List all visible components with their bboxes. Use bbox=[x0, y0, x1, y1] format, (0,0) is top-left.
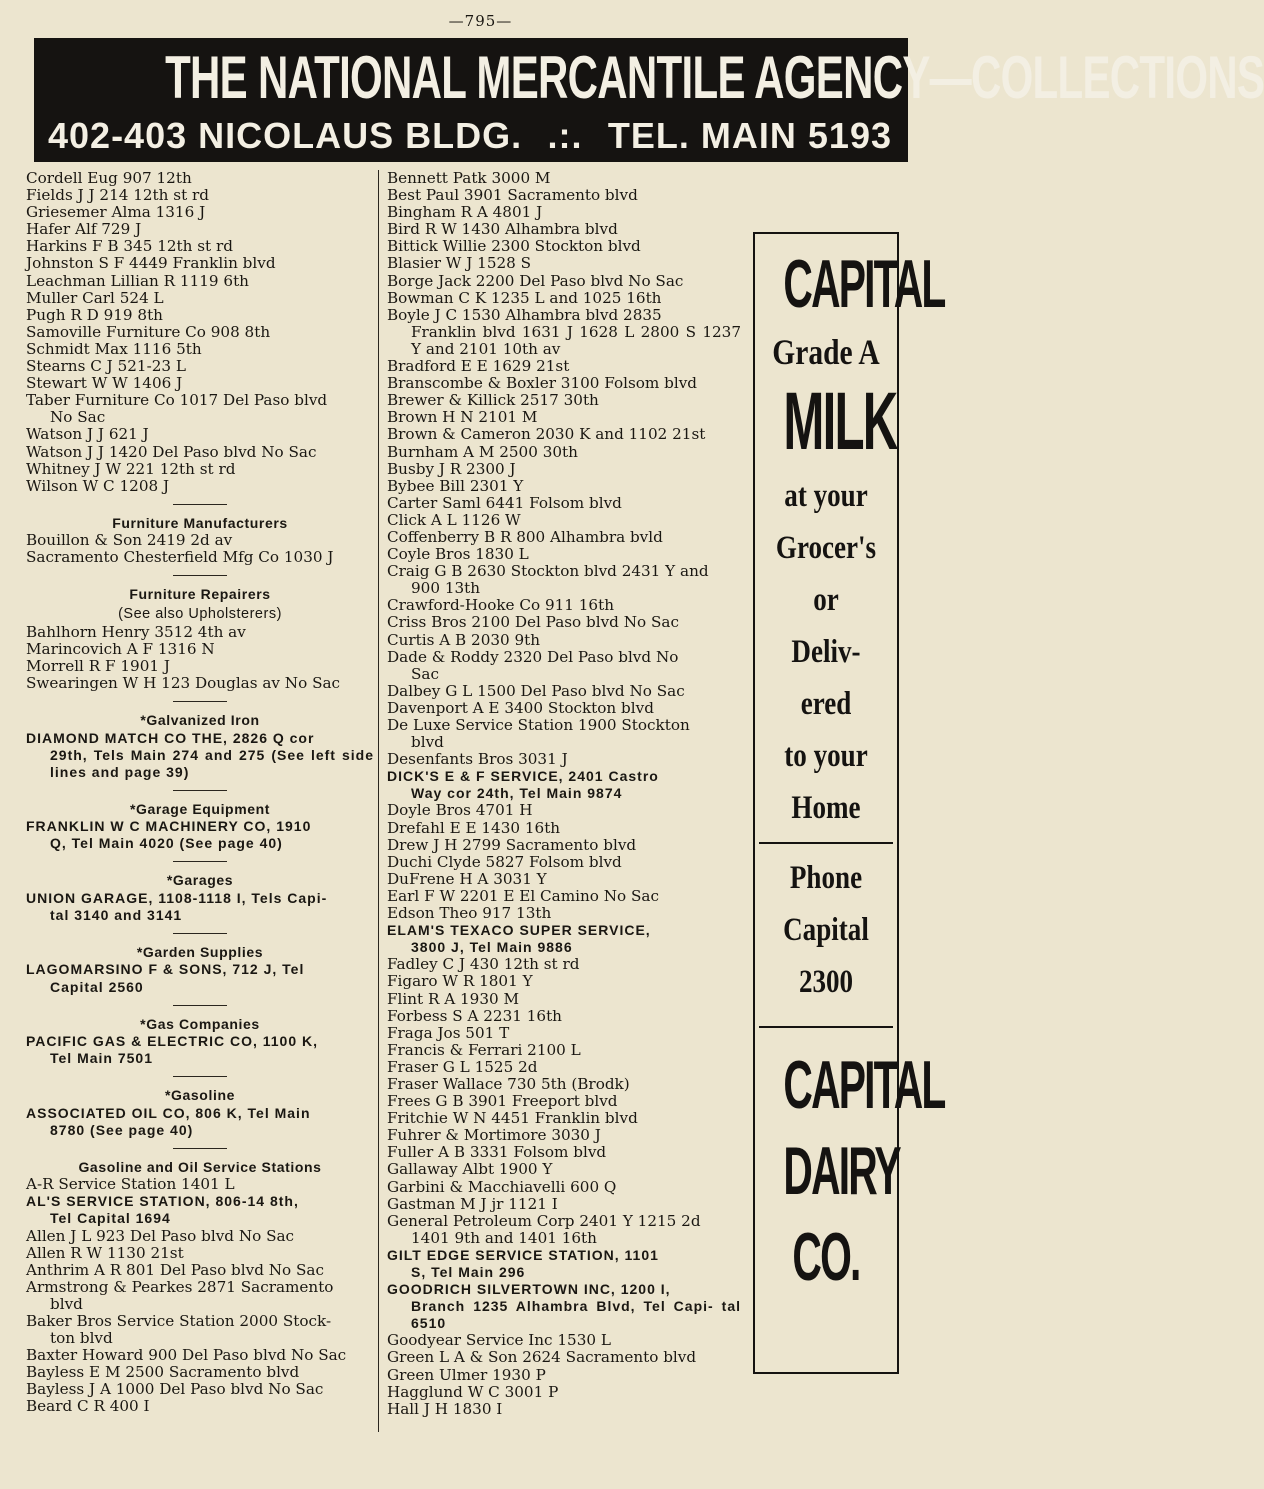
entry-continuation: Franklin blvd 1631 J 1628 L 2800 S 1237 Y and 2101 10th av bbox=[411, 322, 741, 358]
listing-entry bbox=[387, 512, 741, 529]
entry-text: DICK'S E & F SERVICE, 2401 Castro bbox=[387, 768, 659, 785]
listing-entry bbox=[387, 1059, 741, 1076]
listing-entry bbox=[26, 675, 374, 692]
listing-entry bbox=[387, 956, 741, 973]
listing-entry bbox=[387, 187, 741, 204]
listing-entry bbox=[387, 991, 741, 1008]
entry-text: GILT EDGE SERVICE STATION, 1101 bbox=[387, 1246, 659, 1263]
listing-entry bbox=[387, 170, 741, 187]
entry-text: Baker Bros Service Station 2000 Stock- bbox=[26, 1311, 332, 1330]
entry-text: Fraser G L 1525 2d bbox=[387, 1057, 538, 1076]
listing-entry bbox=[26, 532, 374, 549]
section-divider bbox=[173, 575, 227, 576]
entry-text: Busby J R 2300 J bbox=[387, 459, 516, 478]
entry-text: Branscombe & Boxler 3100 Folsom blvd bbox=[387, 374, 698, 393]
entry-text: Brown & Cameron 2030 K and 1102 21st bbox=[387, 425, 706, 444]
listing-entry bbox=[26, 221, 374, 238]
entry-text: Bouillon & Son 2419 2d av bbox=[26, 531, 233, 550]
entry-text: Gastman M J jr 1121 I bbox=[387, 1194, 558, 1213]
entry-text: Taber Furniture Co 1017 Del Paso blvd bbox=[26, 391, 328, 410]
listing-entry bbox=[387, 495, 741, 512]
listing-entry bbox=[26, 624, 374, 641]
ad-milk: MILK bbox=[783, 376, 897, 467]
entry-text: Earl F W 2201 E El Camino No Sac bbox=[387, 886, 659, 905]
section-heading: *Garages bbox=[166, 872, 234, 889]
listing-entry bbox=[387, 717, 741, 751]
entry-text: A-R Service Station 1401 L bbox=[26, 1175, 235, 1194]
entry-text: Fadley C J 430 12th st rd bbox=[387, 955, 580, 974]
listing-entry bbox=[26, 426, 374, 443]
listing-bold-entry bbox=[26, 1033, 374, 1067]
listing-entry bbox=[26, 187, 374, 204]
ad-brand-bottom: CAPITAL bbox=[783, 1047, 945, 1123]
section-heading: *Gasoline bbox=[165, 1087, 235, 1104]
entry-continuation: Branch 1235 Alhambra Blvd, Tel Capi- tal 6510 bbox=[411, 1298, 741, 1332]
section-divider bbox=[173, 1005, 227, 1006]
listing-entry bbox=[387, 1349, 741, 1366]
entry-text: AL'S SERVICE STATION, 806-14 8th, bbox=[26, 1193, 299, 1210]
entry-text: Fields J J 214 12th st rd bbox=[26, 186, 209, 205]
listing-entry bbox=[387, 444, 741, 461]
listing-entry bbox=[387, 820, 741, 837]
listing-entry bbox=[387, 204, 741, 221]
listing-entry bbox=[387, 409, 741, 426]
ad-phone-line: Phone bbox=[789, 860, 863, 896]
listing-entry bbox=[387, 1042, 741, 1059]
listing-entry bbox=[387, 461, 741, 478]
entry-text: PACIFIC GAS & ELECTRIC CO, 1100 K, bbox=[26, 1033, 319, 1050]
entry-text: Flint R A 1930 M bbox=[387, 989, 520, 1008]
listing-entry bbox=[26, 1398, 374, 1415]
entry-text: Armstrong & Pearkes 2871 Sacramento bbox=[26, 1277, 334, 1296]
entry-continuation: tal 3140 and 3141 bbox=[50, 906, 183, 923]
listing-entry bbox=[26, 307, 374, 324]
entry-text: Pugh R D 919 8th bbox=[26, 305, 163, 324]
entry-text: Crawford-Hooke Co 911 16th bbox=[387, 596, 614, 615]
entry-text: Bittick Willie 2300 Stockton blvd bbox=[387, 237, 641, 256]
listing-entry bbox=[387, 1008, 741, 1025]
entry-continuation: 1401 9th and 1401 16th bbox=[411, 1228, 597, 1247]
entry-text: Duchi Clyde 5827 Folsom blvd bbox=[387, 852, 622, 871]
entry-text: Davenport A E 3400 Stockton blvd bbox=[387, 698, 654, 717]
listing-entry bbox=[26, 641, 374, 658]
listing-entry bbox=[387, 1110, 741, 1127]
listing-entry bbox=[387, 307, 741, 358]
ad-line: Home bbox=[791, 790, 861, 826]
entry-continuation: blvd bbox=[50, 1294, 83, 1313]
listing-entry bbox=[26, 358, 374, 375]
section-divider bbox=[173, 701, 227, 702]
ad-line: Grocer's bbox=[775, 530, 877, 566]
column-divider bbox=[378, 170, 379, 1432]
listing-entry bbox=[387, 1179, 741, 1196]
listing-entry bbox=[26, 1364, 374, 1381]
listing-entry bbox=[387, 238, 741, 255]
entry-text: LAGOMARSINO F & SONS, 712 J, Tel bbox=[26, 961, 305, 978]
entry-text: FRANKLIN W C MACHINERY CO, 1910 bbox=[26, 818, 312, 835]
entry-text: Coffenberry B R 800 Alhambra bvld bbox=[387, 527, 663, 546]
ad-line: ered bbox=[800, 686, 852, 722]
listing-entry bbox=[26, 658, 374, 675]
entry-text: Swearingen W H 123 Douglas av No Sac bbox=[26, 674, 341, 693]
section-heading: Furniture Manufacturers bbox=[112, 514, 288, 531]
listing-bold-entry bbox=[26, 1105, 374, 1139]
listing-entry bbox=[387, 973, 741, 990]
section-note: (See also Upholsterers) bbox=[118, 605, 282, 622]
entry-text: Marincovich A F 1316 N bbox=[26, 639, 215, 658]
listing-entry bbox=[26, 238, 374, 255]
listing-entry bbox=[26, 273, 374, 290]
listing-entry bbox=[26, 255, 374, 272]
entry-continuation: Q, Tel Main 4020 (See page 40) bbox=[50, 835, 283, 852]
entry-text: Samoville Furniture Co 908 8th bbox=[26, 322, 271, 341]
listing-entry bbox=[387, 683, 741, 700]
listing-entry bbox=[387, 1127, 741, 1144]
entry-text: Allen J L 923 Del Paso blvd No Sac bbox=[26, 1226, 295, 1245]
section-heading: Furniture Repairers bbox=[129, 586, 271, 603]
entry-continuation: Capital 2560 bbox=[50, 978, 144, 995]
entry-text: Best Paul 3901 Sacramento blvd bbox=[387, 186, 638, 205]
listing-entry bbox=[387, 1384, 741, 1401]
entry-text: Curtis A B 2030 9th bbox=[387, 630, 541, 649]
listing-entry bbox=[387, 563, 741, 597]
entry-text: Coyle Bros 1830 L bbox=[387, 545, 529, 564]
entry-text: Frees G B 3901 Freeport blvd bbox=[387, 1092, 618, 1111]
entry-text: Green Ulmer 1930 P bbox=[387, 1365, 546, 1384]
entry-text: Drefahl E E 1430 16th bbox=[387, 818, 561, 837]
entry-text: Doyle Bros 4701 H bbox=[387, 801, 533, 820]
entry-text: Click A L 1126 W bbox=[387, 510, 521, 529]
ad-phone-line: 2300 bbox=[798, 964, 854, 1000]
entry-text: Goodyear Service Inc 1530 L bbox=[387, 1331, 611, 1350]
entry-text: Beard C R 400 I bbox=[26, 1397, 150, 1416]
entry-text: Dade & Roddy 2320 Del Paso blvd No bbox=[387, 647, 679, 666]
listing-entry bbox=[387, 1367, 741, 1384]
entry-text: Johnston S F 4449 Franklin blvd bbox=[26, 254, 276, 273]
listing-entry bbox=[26, 1228, 374, 1245]
listing-entry bbox=[387, 649, 741, 683]
listing-entry bbox=[26, 1347, 374, 1364]
listing-entry bbox=[26, 204, 374, 221]
listing-bold-entry bbox=[387, 922, 741, 956]
entry-text: Hafer Alf 729 J bbox=[26, 220, 142, 239]
listing-entry bbox=[387, 614, 741, 631]
section-heading: *Garden Supplies bbox=[136, 944, 264, 961]
listing-entry bbox=[387, 546, 741, 563]
listing-entry bbox=[387, 888, 741, 905]
entry-text: Fuhrer & Mortimore 3030 J bbox=[387, 1126, 601, 1145]
listing-bold-entry bbox=[26, 818, 374, 852]
listing-entry bbox=[387, 1144, 741, 1161]
listing-entry bbox=[26, 1279, 374, 1313]
listing-entry bbox=[26, 1381, 374, 1398]
ad-brand-bottom: CO. bbox=[792, 1219, 860, 1295]
section-divider bbox=[173, 504, 227, 505]
ad-line: at your bbox=[784, 478, 868, 514]
entry-text: Forbess S A 2231 16th bbox=[387, 1006, 562, 1025]
entry-text: Brown H N 2101 M bbox=[387, 408, 538, 427]
listing-entry bbox=[26, 1245, 374, 1262]
listing-entry bbox=[387, 597, 741, 614]
entry-continuation: S, Tel Main 296 bbox=[411, 1264, 526, 1280]
page-number: —795— bbox=[448, 12, 513, 30]
listing-entry bbox=[26, 1313, 374, 1347]
entry-text: Edson Theo 917 13th bbox=[387, 904, 552, 923]
entry-text: Brewer & Killick 2517 30th bbox=[387, 391, 599, 410]
listing-entry bbox=[387, 1332, 741, 1349]
entry-text: ELAM'S TEXACO SUPER SERVICE, bbox=[387, 922, 651, 939]
entry-text: Sacramento Chesterfield Mfg Co 1030 J bbox=[26, 548, 334, 567]
listing-entry bbox=[387, 255, 741, 272]
listing-entry bbox=[387, 1161, 741, 1178]
entry-text: Dalbey G L 1500 Del Paso blvd No Sac bbox=[387, 681, 685, 700]
ad-rule bbox=[759, 842, 893, 844]
listing-entry bbox=[387, 1093, 741, 1110]
listing-entry bbox=[387, 529, 741, 546]
entry-continuation: 29th, Tels Main 274 and 275 (See left side lines and page 39) bbox=[50, 746, 374, 780]
ad-brand-top: CAPITAL bbox=[783, 246, 945, 322]
listing-entry bbox=[26, 549, 374, 566]
entry-text: Borge Jack 2200 Del Paso blvd No Sac bbox=[387, 271, 684, 290]
entry-text: Fraga Jos 501 T bbox=[387, 1023, 510, 1042]
listing-bold-entry bbox=[387, 1281, 741, 1332]
entry-text: Blasier W J 1528 S bbox=[387, 254, 532, 273]
listing-entry bbox=[387, 1076, 741, 1093]
ad-rule bbox=[759, 1026, 893, 1028]
listing-entry bbox=[387, 632, 741, 649]
entry-text: Hagglund W C 3001 P bbox=[387, 1382, 559, 1401]
entry-text: Green L A & Son 2624 Sacramento blvd bbox=[387, 1348, 697, 1367]
ad-grade: Grade A bbox=[772, 332, 880, 372]
capital-dairy-ad bbox=[753, 232, 945, 1374]
banner-address-line bbox=[34, 116, 908, 156]
entry-text: UNION GARAGE, 1108-1118 I, Tels Capi- bbox=[26, 889, 328, 906]
left-column bbox=[26, 170, 374, 1416]
entry-text: Drew J H 2799 Sacramento blvd bbox=[387, 835, 637, 854]
listing-entry bbox=[26, 1176, 374, 1193]
entry-text: Bradford E E 1629 21st bbox=[387, 357, 570, 376]
entry-text: Bingham R A 4801 J bbox=[387, 203, 543, 222]
entry-text: Watson J J 1420 Del Paso blvd No Sac bbox=[26, 442, 317, 461]
entry-text: ASSOCIATED OIL CO, 806 K, Tel Main bbox=[26, 1104, 311, 1121]
entry-continuation: Tel Main 7501 bbox=[50, 1050, 154, 1067]
listing-bold-entry bbox=[26, 890, 374, 924]
section-heading: *Gas Companies bbox=[140, 1015, 260, 1032]
agency-banner bbox=[34, 38, 1264, 162]
ad-phone-line: Capital bbox=[783, 912, 869, 948]
listing-entry bbox=[26, 324, 374, 341]
entry-text: Hall J H 1830 I bbox=[387, 1399, 503, 1418]
listing-entry bbox=[387, 1213, 741, 1247]
entry-continuation: Way cor 24th, Tel Main 9874 bbox=[411, 785, 623, 802]
section-heading: *Galvanized Iron bbox=[140, 712, 260, 729]
listing-bold-entry bbox=[26, 961, 374, 995]
entry-text: Bahlhorn Henry 3512 4th av bbox=[26, 622, 246, 641]
listing-entry bbox=[387, 802, 741, 819]
listing-entry bbox=[387, 426, 741, 443]
ad-brand-bottom: DAIRY bbox=[783, 1133, 900, 1209]
entry-text: General Petroleum Corp 2401 Y 1215 2d bbox=[387, 1211, 701, 1230]
entry-continuation: 8780 (See page 40) bbox=[50, 1121, 194, 1138]
section-divider bbox=[173, 790, 227, 791]
listing-bold-entry bbox=[26, 1193, 374, 1227]
entry-continuation: No Sac bbox=[50, 408, 106, 427]
listing-entry bbox=[26, 290, 374, 307]
entry-continuation: 3800 J, Tel Main 9886 bbox=[411, 939, 573, 956]
listing-entry bbox=[387, 290, 741, 307]
listing-entry bbox=[387, 1196, 741, 1213]
entry-text: Stewart W W 1406 J bbox=[26, 374, 183, 393]
listing-entry bbox=[387, 700, 741, 717]
listing-entry bbox=[26, 375, 374, 392]
entry-text: Fraser Wallace 730 5th (Brodk) bbox=[387, 1074, 630, 1093]
banner-address: 402-403 NICOLAUS BLDG. bbox=[48, 115, 523, 156]
entry-text: Cordell Eug 907 12th bbox=[26, 169, 192, 187]
entry-text: De Luxe Service Station 1900 Stockton bbox=[387, 716, 690, 734]
listing-entry bbox=[387, 1025, 741, 1042]
ad-line: Deliv- bbox=[791, 634, 861, 670]
entry-text: Desenfants Bros 3031 J bbox=[387, 750, 568, 769]
listing-entry bbox=[387, 871, 741, 888]
entry-text: Leachman Lillian R 1119 6th bbox=[26, 271, 249, 290]
entry-continuation: Sac bbox=[411, 664, 439, 683]
entry-text: Morrell R F 1901 J bbox=[26, 656, 170, 675]
section-divider bbox=[173, 861, 227, 862]
listing-bold-entry bbox=[26, 730, 374, 781]
entry-text: Anthrim A R 801 Del Paso blvd No Sac bbox=[26, 1260, 324, 1279]
section-divider bbox=[173, 1148, 227, 1149]
entry-text: Bayless E M 2500 Sacramento blvd bbox=[26, 1363, 300, 1382]
listing-entry bbox=[387, 854, 741, 871]
entry-text: Burnham A M 2500 30th bbox=[387, 442, 578, 461]
ad-line: or bbox=[813, 582, 839, 618]
entry-text: Carter Saml 6441 Folsom blvd bbox=[387, 493, 622, 512]
listing-bold-entry bbox=[387, 1247, 741, 1281]
listing-entry bbox=[387, 478, 741, 495]
section-divider bbox=[173, 933, 227, 934]
middle-column bbox=[387, 170, 741, 1418]
banner-separator: .:. bbox=[547, 115, 583, 156]
entry-text: Gallaway Albt 1900 Y bbox=[387, 1160, 553, 1179]
entry-text: Bybee Bill 2301 Y bbox=[387, 476, 524, 495]
entry-text: Bayless J A 1000 Del Paso blvd No Sac bbox=[26, 1380, 324, 1399]
listing-entry bbox=[26, 392, 374, 426]
entry-text: Fritchie W N 4451 Franklin blvd bbox=[387, 1109, 638, 1128]
entry-continuation: ton blvd bbox=[50, 1329, 113, 1348]
entry-text: Stearns C J 521-23 L bbox=[26, 357, 186, 376]
entry-text: Figaro W R 1801 Y bbox=[387, 972, 533, 991]
entry-text: Whitney J W 221 12th st rd bbox=[26, 459, 236, 478]
listing-entry bbox=[387, 358, 741, 375]
entry-text: DIAMOND MATCH CO THE, 2826 Q cor bbox=[26, 729, 315, 746]
listing-entry bbox=[26, 1262, 374, 1279]
section-heading: *Garage Equipment bbox=[129, 800, 271, 817]
listing-entry bbox=[387, 221, 741, 238]
listing-entry bbox=[387, 273, 741, 290]
listing-entry bbox=[387, 905, 741, 922]
section-divider bbox=[173, 1076, 227, 1077]
banner-title: THE NATIONAL MERCANTILE AGENCY—COLLECTIONS bbox=[165, 44, 1264, 111]
entry-text: Harkins F B 345 12th st rd bbox=[26, 237, 233, 256]
listing-entry bbox=[387, 375, 741, 392]
entry-text: DuFrene H A 3031 Y bbox=[387, 869, 547, 888]
entry-text: Boyle J C 1530 Alhambra blvd 2835 bbox=[387, 305, 662, 324]
entry-continuation: Tel Capital 1694 bbox=[50, 1210, 171, 1227]
entry-text: Allen R W 1130 21st bbox=[26, 1243, 184, 1262]
entry-text: Schmidt Max 1116 5th bbox=[26, 339, 202, 358]
listing-entry bbox=[26, 478, 374, 495]
entry-text: Griesemer Alma 1316 J bbox=[26, 203, 206, 222]
entry-text: Wilson W C 1208 J bbox=[26, 476, 170, 495]
listing-entry bbox=[26, 461, 374, 478]
listing-entry bbox=[387, 392, 741, 409]
listing-entry bbox=[387, 837, 741, 854]
listing-entry bbox=[26, 341, 374, 358]
entry-text: Muller Carl 524 L bbox=[26, 288, 164, 307]
entry-text: Bowman C K 1235 L and 1025 16th bbox=[387, 288, 662, 307]
entry-text: Garbini & Macchiavelli 600 Q bbox=[387, 1177, 617, 1196]
entry-text: Craig G B 2630 Stockton blvd 2431 Y and bbox=[387, 562, 709, 581]
listing-entry bbox=[26, 170, 374, 187]
listing-entry bbox=[387, 1401, 741, 1418]
entry-text: GOODRICH SILVERTOWN INC, 1200 I, bbox=[387, 1281, 671, 1298]
entry-continuation: 900 13th bbox=[411, 579, 481, 598]
banner-phone: TEL. MAIN 5193 bbox=[607, 115, 892, 156]
ad-line: to your bbox=[784, 738, 868, 774]
entry-text: Watson J J 621 J bbox=[26, 425, 149, 444]
entry-text: Bennett Patk 3000 M bbox=[387, 169, 551, 187]
entry-text: Fuller A B 3331 Folsom blvd bbox=[387, 1143, 607, 1162]
listing-entry bbox=[26, 444, 374, 461]
entry-continuation: blvd bbox=[411, 733, 444, 752]
entry-text: Bird R W 1430 Alhambra blvd bbox=[387, 220, 618, 239]
entry-text: Criss Bros 2100 Del Paso blvd No Sac bbox=[387, 613, 679, 632]
entry-text: Francis & Ferrari 2100 L bbox=[387, 1040, 581, 1059]
entry-text: Baxter Howard 900 Del Paso blvd No Sac bbox=[26, 1346, 347, 1365]
section-heading: Gasoline and Oil Service Stations bbox=[78, 1158, 322, 1175]
listing-entry bbox=[387, 751, 741, 768]
listing-bold-entry bbox=[387, 768, 741, 802]
